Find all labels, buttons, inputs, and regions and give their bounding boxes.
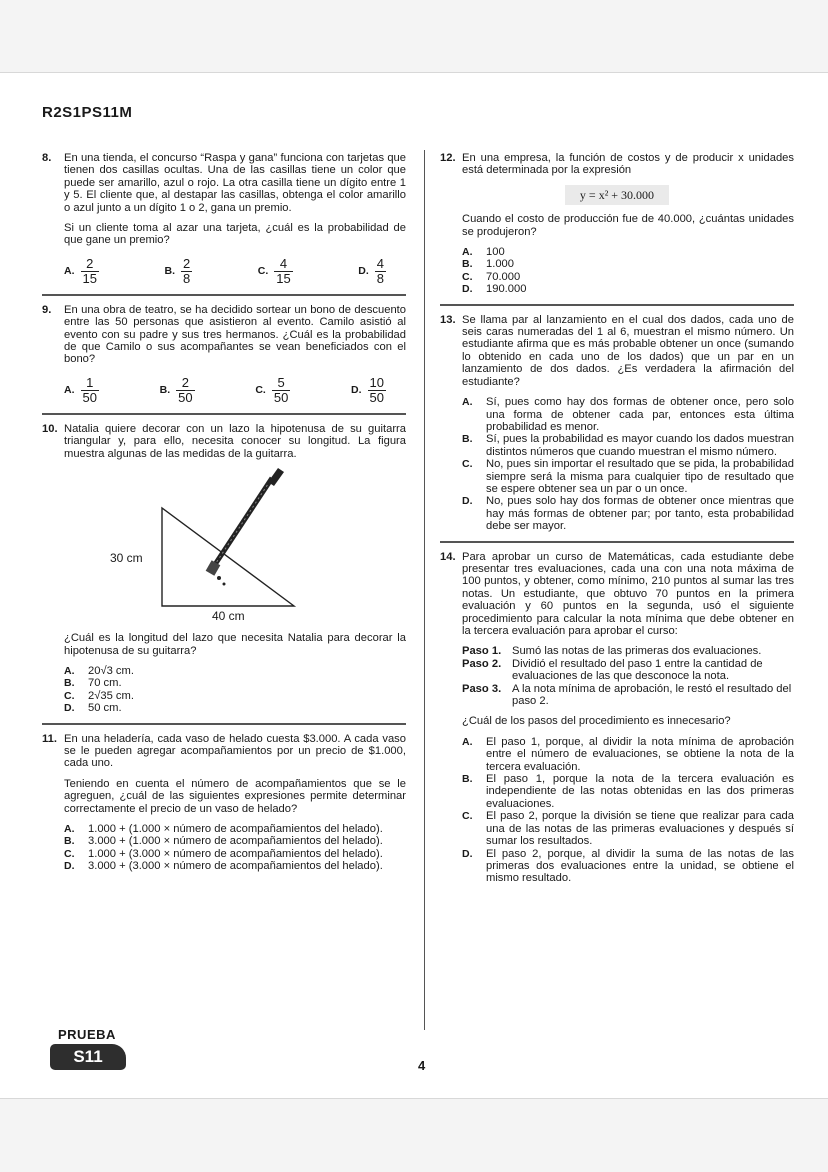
step-2: Paso 2. Dividió el resultado del paso 1 entre la cantidad de evaluaciones de las que desconoce la nota.	[462, 657, 763, 683]
option-b[interactable]: B. Sí, pues la probabilidad es mayor cuando los dados muestran distintos números que cuando muestran el mismo número.	[462, 433, 794, 458]
question-prompt: Teniendo en cuenta el número de acompañamientos que se le agreguen, ¿cuál de las siguientes expresiones permite determinar correctamente el precio de un vaso de helado?	[64, 777, 406, 815]
fraction: $\frac{5}{50}$	[273, 374, 289, 405]
option-b[interactable]: B. 70 cm.	[64, 677, 122, 690]
question-14	[440, 551, 794, 885]
option-c[interactable]: C. 1.000 + (3.000 × número de acompañamientos del helado).	[64, 847, 383, 860]
separator	[440, 304, 794, 306]
option-b[interactable]: B. $\frac{2}{8}$	[164, 255, 191, 286]
fraction: $\frac{2}{15}$	[82, 255, 97, 286]
fraction: $\frac{4}{15}$	[276, 255, 291, 286]
option-d[interactable]: D. 190.000	[462, 283, 527, 296]
option-c[interactable]: C. El paso 2, porque la división se tiene que realizar para cada una de las notas de las primeras evaluaciones y después sí sumar los resultados.	[462, 810, 794, 848]
answer-options	[64, 665, 406, 715]
procedure-steps	[462, 645, 794, 707]
question-number: 9.	[42, 303, 52, 316]
option-b[interactable]: B. El paso 1, porque la nota de la tercera evaluación es independiente de las notas obtenidas en las dos primeras evaluaciones.	[462, 773, 794, 810]
question-11	[42, 733, 406, 873]
option-c[interactable]: C. No, pues sin importar el resultado que se pida, la probabilidad siempre será la misma para cualquier tipo de resultado que se espere obtener sea un par o un once.	[462, 458, 794, 495]
question-9	[42, 304, 406, 405]
question-prompt: Si un cliente toma al azar una tarjeta, ¿cuál es la probabilidad de que gane un premio?	[64, 222, 406, 247]
test-badge: S11	[50, 1044, 126, 1070]
question-text: En una heladería, cada vaso de helado cuesta $3.000. A cada vaso se le pueden agregar acompañamientos por un precio de $1.000, cada uno.	[64, 732, 406, 770]
option-d[interactable]: D. $\frac{10}{50}$	[351, 374, 384, 405]
answer-options	[64, 257, 386, 286]
answer-options	[64, 376, 386, 405]
guitar-knob	[223, 583, 226, 586]
answer-options	[462, 396, 794, 532]
option-c[interactable]: C. $\frac{5}{50}$	[255, 374, 289, 405]
question-prompt: ¿Cuál de los pasos del procedimiento es innecesario?	[462, 715, 731, 728]
question-text: Se llama par al lanzamiento en el cual dos dados, cada uno de seis caras numeradas del 1 al 6, muestran el mismo número. Un estudiante afirma que es más probable obtener un once (sumando lo obtenido en cada uno de los dados) que un par en un lanzamiento de dos dados. ¿Es verdadera la afirmación del estudiante?	[462, 313, 794, 388]
question-13	[440, 314, 794, 533]
question-text: En una tienda, el concurso “Raspa y gana” funciona con tarjetas que tienen dos casillas ocultas. Una de las casillas tiene un color que puede ser amarillo, azul o rojo. La otra casilla tiene un dígito entre 1 y 5. El cliente que, al destapar las casillas, obtenga el color amarillo o azul junto a un dígito 1 o 2, gana un premio.	[64, 152, 406, 214]
right-triangle	[162, 508, 294, 606]
question-number: 14.	[440, 550, 456, 563]
question-8	[42, 152, 406, 286]
prueba-label: PRUEBA	[58, 1027, 116, 1042]
option-d[interactable]: D. 50 cm.	[64, 702, 122, 715]
question-number: 12.	[440, 152, 456, 164]
option-a[interactable]: A. 20√3 cm.	[64, 664, 134, 677]
guitar-knob	[217, 576, 221, 580]
column-divider	[424, 150, 425, 1030]
separator	[440, 541, 794, 543]
option-a[interactable]: A. El paso 1, porque, al dividir la nota mínima de aprobación entre el número de evaluaciones, se obtiene la nota de la tercera evaluación.	[462, 735, 794, 773]
answer-options	[64, 823, 406, 873]
step-3: Paso 3. A la nota mínima de aprobación, le restó el resultado del paso 2.	[462, 682, 792, 708]
answer-options	[462, 246, 794, 296]
question-12	[440, 152, 794, 296]
cost-formula: y = x² + 30.000	[565, 185, 669, 205]
fraction: $\frac{2}{50}$	[178, 374, 193, 405]
guitar-figure	[64, 466, 406, 624]
separator	[42, 413, 406, 415]
fraction: $\frac{2}{8}$	[183, 255, 191, 286]
right-column	[440, 152, 794, 885]
option-d[interactable]: D. No, pues solo hay dos formas de obtener once mientras que hay más formas de obtener par; por tanto, esta probabilidad debe ser mayor.	[462, 495, 794, 533]
option-d[interactable]: D. $\frac{4}{8}$	[358, 255, 384, 286]
question-number: 11.	[42, 732, 57, 745]
option-b[interactable]: B. $\frac{2}{50}$	[159, 374, 193, 405]
question-prompt: ¿Cuál es la longitud del lazo que necesita Natalia para decorar la hipotenusa de su guitarra?	[64, 632, 406, 657]
fraction: $\frac{1}{50}$	[82, 374, 97, 405]
question-text: Natalia quiere decorar con un lazo la hipotenusa de su guitarra triangular y, para ello, necesita conocer su longitud. La figura muestra algunas de las medidas de la guitarra.	[64, 422, 406, 460]
exam-code: R2S1PS11M	[42, 104, 133, 121]
question-number: 13.	[440, 313, 456, 326]
top-margin	[0, 0, 828, 73]
option-a[interactable]: A. $\frac{1}{50}$	[64, 374, 97, 405]
question-prompt: Cuando el costo de producción fue de 40.000, ¿cuántas unidades se produjeron?	[462, 213, 794, 238]
separator	[42, 723, 406, 725]
answer-options	[462, 736, 794, 885]
question-text: En una obra de teatro, se ha decidido sortear un bono de descuento entre las 50 personas que asistieron al evento. Camilo asistió al evento con su padre y sus tres hermanos. ¿Cuál es la probabilidad de que Camilo o sus acompañantes se vean beneficiados con el bono?	[64, 303, 406, 366]
option-a[interactable]: A. Sí, pues como hay dos formas de obtener once, pero solo una forma de obtener cada par, entonces esta última probabilidad es menor.	[462, 396, 794, 433]
question-text: En una empresa, la función de costos y de producir x unidades está determinada por la expresión	[462, 152, 794, 177]
question-number: 8.	[42, 152, 52, 164]
option-b[interactable]: B. 3.000 + (1.000 × número de acompañamientos del helado).	[64, 835, 383, 848]
option-d[interactable]: D. El paso 2, porque, al dividir la suma de las notas de las primeras dos evaluaciones entre la unidad, se obtiene el mismo resultado.	[462, 847, 794, 885]
base-label: 40 cm	[212, 609, 245, 624]
option-a[interactable]: A. 100	[462, 246, 505, 259]
option-b[interactable]: B. 1.000	[462, 258, 514, 271]
question-number: 10.	[42, 422, 58, 435]
question-text: Para aprobar un curso de Matemáticas, cada estudiante debe presentar tres evaluaciones, cada una con una nota máxima de 100 puntos, y obtener, como mínimo, 210 puntos al sumar las tres notas. Un estudiante, que obtuvo 70 puntos en la primera evaluación y 60 puntos en la segunda, usó el siguiente procedimiento para calcular la nota mínima que debe obtener en la tercera evaluación para aprobar el curso:	[462, 550, 794, 637]
step-1: Paso 1. Sumó las notas de las primeras dos evaluaciones.	[462, 645, 762, 658]
separator	[42, 294, 406, 296]
page-number: 4	[418, 1058, 426, 1073]
triangle-guitar-diagram	[64, 466, 364, 624]
left-column	[42, 152, 406, 873]
option-d[interactable]: D. 3.000 + (3.000 × número de acompañamientos del helado).	[64, 860, 383, 873]
fraction: $\frac{4}{8}$	[376, 255, 384, 286]
bottom-margin	[0, 1098, 828, 1172]
option-c[interactable]: C. $\frac{4}{15}$	[257, 255, 291, 286]
question-10	[42, 423, 406, 715]
fraction: $\frac{10}{50}$	[369, 374, 384, 405]
option-c[interactable]: C. 2√35 cm.	[64, 689, 134, 702]
height-label: 30 cm	[110, 551, 143, 566]
option-a[interactable]: A. 1.000 + (1.000 × número de acompañamientos del helado).	[64, 822, 383, 835]
option-a[interactable]: A. $\frac{2}{15}$	[64, 255, 97, 286]
option-c[interactable]: C. 70.000	[462, 270, 521, 283]
